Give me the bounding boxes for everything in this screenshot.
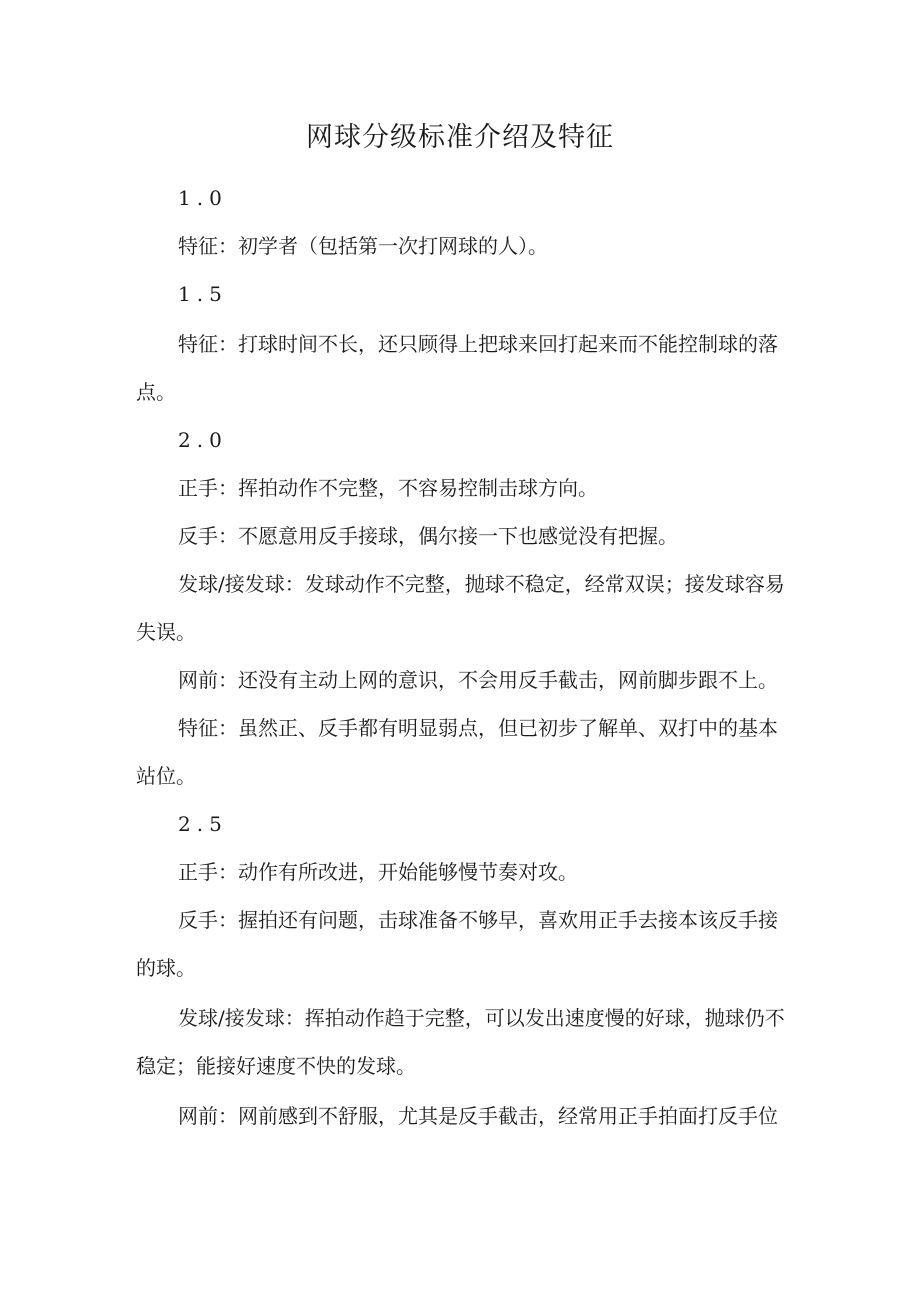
paragraph-feature-1-0: 特征：初学者（包括第一次打网球的人）。: [178, 234, 548, 258]
level-heading-2-0: 2.0: [178, 428, 228, 452]
paragraph-forehand-2-0: 正手：挥拍动作不完整，不容易控制击球方向。: [178, 476, 598, 500]
paragraph-net-2-0: 网前：还没有主动上网的意识，不会用反手截击，网前脚步跟不上。: [178, 668, 778, 692]
paragraph-backhand-2-0: 反手：不愿意用反手接球，偶尔接一下也感觉没有把握。: [178, 524, 678, 548]
paragraph-feature-2-0: 特征：虽然正、反手都有明显弱点，但已初步了解单、双打中的基本站位。: [136, 716, 778, 788]
paragraph-net-2-5: 网前：网前感到不舒服，尤其是反手截击，经常用正手拍面打反手位: [178, 1104, 778, 1128]
paragraph-feature-1-5: 特征：打球时间不长，还只顾得上把球来回打起来而不能控制球的落点。: [136, 332, 778, 404]
level-heading-1-0: 1.0: [178, 186, 228, 210]
paragraph-backhand-2-5: 反手：握拍还有问题，击球准备不够早，喜欢用正手去接本该反手接的球。: [136, 908, 778, 980]
level-heading-2-5: 2.5: [178, 812, 228, 836]
level-heading-1-5: 1.5: [178, 282, 228, 306]
paragraph-forehand-2-5: 正手：动作有所改进，开始能够慢节奏对攻。: [178, 860, 578, 884]
paragraph-serve-2-0: 发球/接发球：发球动作不完整，抛球不稳定，经常双误；接发球容易失误。: [136, 572, 785, 644]
paragraph-serve-2-5: 发球/接发球：挥拍动作趋于完整，可以发出速度慢的好球，抛球仍不稳定；能接好速度不快的发球。: [136, 1006, 785, 1078]
document-title: 网球分级标准介绍及特征: [306, 122, 614, 153]
